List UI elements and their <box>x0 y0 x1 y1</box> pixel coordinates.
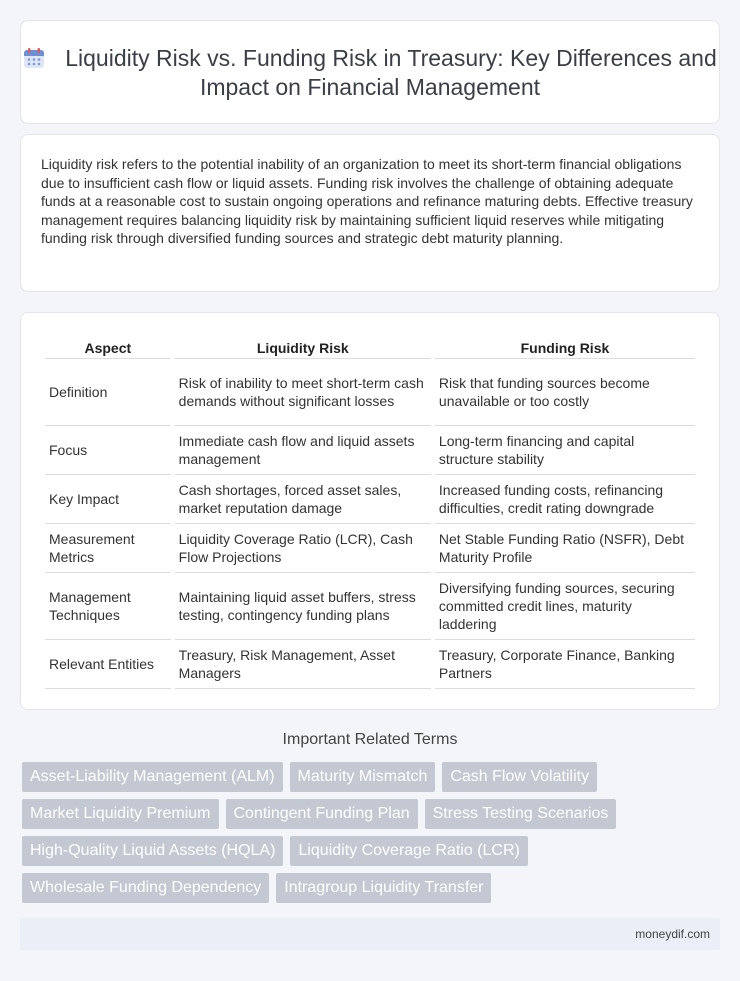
table-row <box>45 640 695 689</box>
tag-contingent-funding-plan[interactable]: Contingent Funding Plan <box>226 799 418 829</box>
cell-liquidity: Liquidity Coverage Ratio (LCR), Cash Flow Projections <box>175 524 431 573</box>
comparison-card <box>20 312 720 710</box>
header-funding-risk: Funding Risk <box>435 335 695 359</box>
cell-liquidity: Treasury, Risk Management, Asset Managers <box>175 640 431 689</box>
tag-intragroup-liquidity-transfer[interactable]: Intragroup Liquidity Transfer <box>276 873 491 903</box>
tag-lcr[interactable]: Liquidity Coverage Ratio (LCR) <box>290 836 527 866</box>
table-row <box>45 359 695 426</box>
title-text: Liquidity Risk vs. Funding Risk in Treasury: Key Differences and Impact on Financial Management <box>65 45 717 100</box>
calendar-icon <box>23 47 45 69</box>
intro-paragraph: Liquidity risk refers to the potential inability of an organization to meet its short-term financial obligations due to insufficient cash flow or liquid assets. Funding risk involves the challenge of obtaining adequate funds at a reasonable cost to sustain ongoing operations and refinance maturing debts. Effective treasury management requires balancing liquidity risk by maintaining sufficient liquid reserves while mitigating funding risk through diversified funding sources and strategic debt maturity planning. <box>41 156 693 246</box>
intro-card <box>20 134 720 292</box>
tag-cash-flow-volatility[interactable]: Cash Flow Volatility <box>442 762 597 792</box>
cell-aspect: Key Impact <box>45 475 171 524</box>
comparison-table <box>41 335 699 689</box>
cell-liquidity: Immediate cash flow and liquid assets management <box>175 426 431 475</box>
cell-liquidity: Risk of inability to meet short-term cash demands without significant losses <box>175 359 431 426</box>
footer <box>20 918 720 950</box>
cell-aspect: Relevant Entities <box>45 640 171 689</box>
table-row <box>45 573 695 640</box>
cell-funding: Increased funding costs, refinancing difficulties, credit rating downgrade <box>435 475 695 524</box>
cell-funding: Net Stable Funding Ratio (NSFR), Debt Maturity Profile <box>435 524 695 573</box>
table-header-row <box>45 335 695 359</box>
table-row <box>45 524 695 573</box>
header-liquidity-risk: Liquidity Risk <box>175 335 431 359</box>
tag-asset-liability-management[interactable]: Asset-Liability Management (ALM) <box>22 762 283 792</box>
cell-liquidity: Maintaining liquid asset buffers, stress testing, contingency funding plans <box>175 573 431 640</box>
cell-aspect: Definition <box>45 359 171 426</box>
tag-maturity-mismatch[interactable]: Maturity Mismatch <box>290 762 436 792</box>
title-card <box>20 20 720 124</box>
tag-market-liquidity-premium[interactable]: Market Liquidity Premium <box>22 799 219 829</box>
page-title <box>21 44 719 102</box>
table-row <box>45 475 695 524</box>
header-aspect: Aspect <box>45 335 171 359</box>
tag-stress-testing-scenarios[interactable]: Stress Testing Scenarios <box>425 799 617 829</box>
cell-aspect: Focus <box>45 426 171 475</box>
tag-hqla[interactable]: High-Quality Liquid Assets (HQLA) <box>22 836 283 866</box>
tag-row <box>22 873 722 903</box>
related-terms-title: Important Related Terms <box>282 731 458 748</box>
cell-funding: Risk that funding sources become unavailable or too costly <box>435 359 695 426</box>
related-terms-list <box>22 762 722 910</box>
table-row <box>45 426 695 475</box>
cell-liquidity: Cash shortages, forced asset sales, market reputation damage <box>175 475 431 524</box>
tag-row <box>22 762 722 792</box>
cell-funding: Treasury, Corporate Finance, Banking Partners <box>435 640 695 689</box>
footer-site[interactable]: moneydif.com <box>635 927 710 941</box>
tag-row <box>22 836 722 866</box>
tag-wholesale-funding-dependency[interactable]: Wholesale Funding Dependency <box>22 873 269 903</box>
cell-funding: Long-term financing and capital structure stability <box>435 426 695 475</box>
cell-funding: Diversifying funding sources, securing committed credit lines, maturity laddering <box>435 573 695 640</box>
cell-aspect: Management Techniques <box>45 573 171 640</box>
tag-row <box>22 799 722 829</box>
cell-aspect: Measurement Metrics <box>45 524 171 573</box>
